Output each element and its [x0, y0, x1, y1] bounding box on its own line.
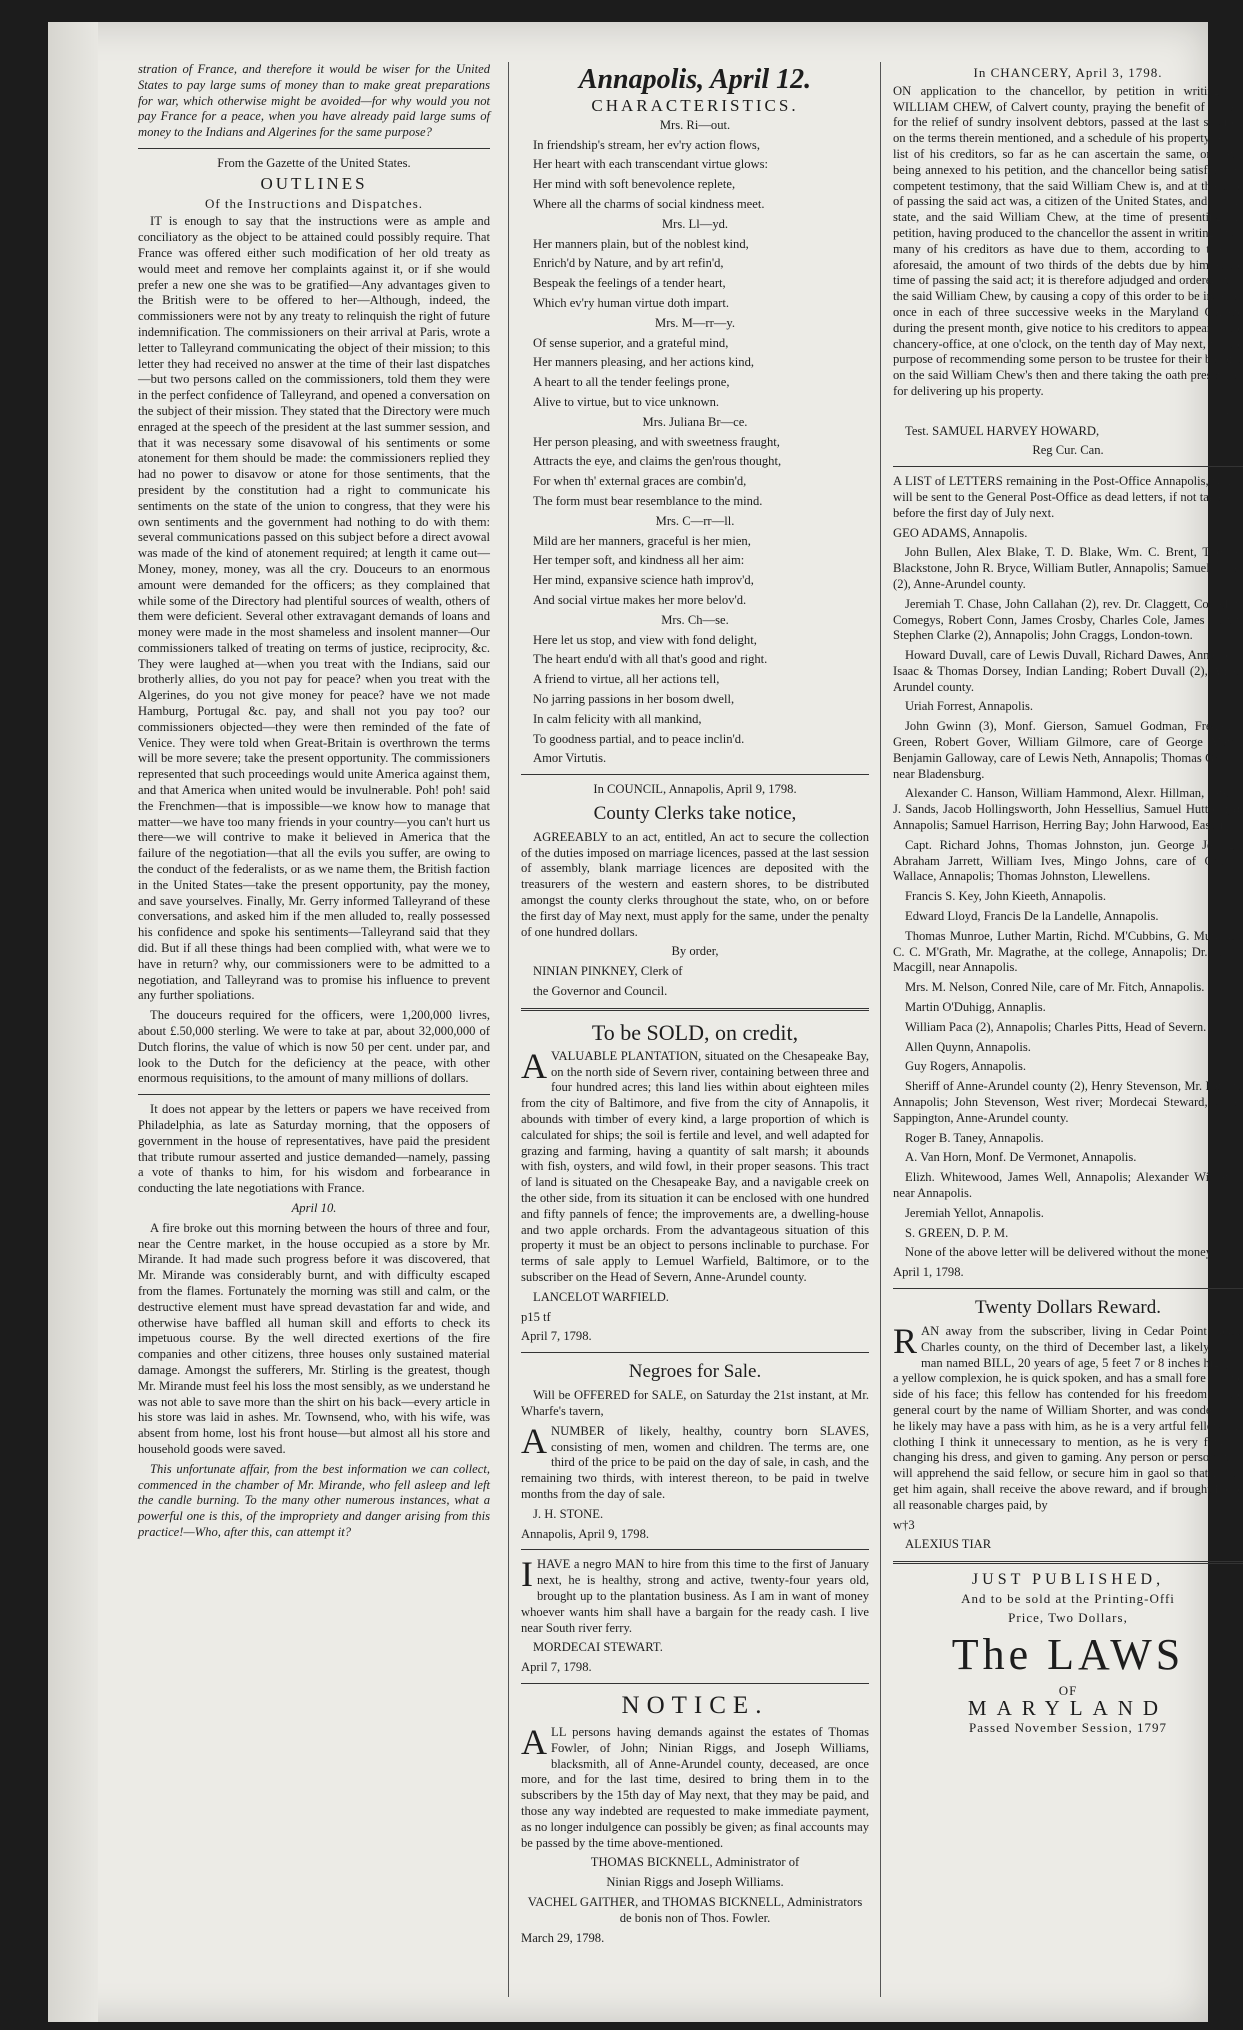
sold-body	[521, 1045, 869, 1286]
intro-paragraph: stration of France, and therefore it would be wiser for the United States to pay large sums of money than to make great preparations for war, which otherwise might be avoided—for why would you not pay France for a peace, when you have already paid large sums of money to the Indians and Algerines for the same purpose?	[138, 62, 490, 140]
letter-entry: Jeremiah T. Chase, John Callahan (2), rev. Dr. Claggett, Cornelius Comegys, Robert Conn, James Crosby, Charles Cole, James Carter, Stephen Clarke (2), Annapolis; John Craggs, London-town.	[893, 596, 1243, 643]
letters-date: April 1, 1798.	[893, 1265, 964, 1280]
price-line: Price, Two Dollars,	[1008, 1609, 1128, 1625]
poem-signature: Amor Virtutis.	[533, 751, 607, 766]
newspaper-page	[48, 22, 1243, 2022]
source-line: From the Gazette of the United States.	[217, 155, 411, 170]
negroes-body-text: NUMBER of likely, healthy, country born SLAVES, consisting of men, women and children. The terms are, one third of the price to be paid on the day of sale, in cash, and the remaining two thirds, with interest thereon, to be paid in twelve months from the day of sale.	[521, 1423, 869, 1501]
poem-line: Her temper soft, and kindness all her aim:	[533, 553, 745, 568]
divider	[138, 148, 490, 149]
sold-at-printing-office: And to be sold at the Printing-Offi	[961, 1590, 1175, 1606]
fire-report-2: This unfortunate affair, from the best information we can collect, commenced in the chamber of Mr. Mirande, who fell asleep and left the candle burning. To the many other numerous instances, what a powerful one is this, of the impropriety and danger arising from this practice!—Who, after this, can attempt it?	[138, 1461, 490, 1539]
passed-session: Passed November Session, 1797	[969, 1720, 1167, 1736]
divider	[893, 466, 1243, 467]
poem-line: Enrich'd by Nature, and by art refin'd,	[533, 256, 724, 271]
letter-entry: John Gwinn (3), Monf. Gierson, Samuel Godman, Frederick Green, Robert Gover, William Gilmore, care of George Mann, Benjamin Galloway, care of Lewis Neth, Annapolis; Thomas Griffin, near Bladensburg.	[893, 719, 1243, 781]
poem-line: A friend to virtue, all her actions tell,	[533, 672, 720, 687]
divider	[521, 1352, 869, 1353]
notice-date: March 29, 1798.	[521, 1930, 605, 1945]
reward-body	[893, 1320, 1243, 1514]
poem-line: Here let us stop, and view with fond delight,	[533, 632, 757, 647]
outlines-body-2: The douceurs required for the officers, were 1,200,000 livres, about £.50,000 sterling. We were to take at par, about 32,000,000 of Dutch florins, the value of which is now 50 per cent. under par, and look to the Dutch for the deficiency at the peace, with other enormous requisitions, to the amount of many millions of dollars.	[138, 1008, 490, 1086]
column-rule-left	[508, 62, 509, 1997]
divider	[138, 1094, 490, 1095]
sold-heading: To be SOLD, on credit,	[591, 1019, 799, 1045]
reward-code: w†3	[893, 1517, 915, 1532]
letter-entry: Edward Lloyd, Francis De la Landelle, Annapolis.	[905, 909, 1159, 924]
poem-line: Her mind with soft benevolence replete,	[533, 177, 736, 192]
poem-name: Mrs. Ll—yd.	[661, 216, 729, 231]
letter-entry: Guy Rogers, Annapolis.	[905, 1059, 1027, 1074]
council-dateline: In COUNCIL, Annapolis, April 9, 1798.	[593, 782, 797, 797]
page-fold-shadow	[48, 22, 98, 2022]
council-signature: NINIAN PINKNEY, Clerk of	[533, 964, 683, 979]
letter-entry: Elizh. Whitewood, James Well, Annapolis; Alexander Williams, near Annapolis.	[893, 1170, 1243, 1200]
poem-line: Her manners pleasing, and her actions kind,	[533, 355, 755, 370]
laws-title: The LAWS	[951, 1629, 1185, 1679]
drop-cap-a: A	[521, 1420, 547, 1461]
letter-entry: Jeremiah Yellot, Annapolis.	[905, 1205, 1044, 1220]
divider	[893, 1561, 1243, 1564]
poem-line: Where all the charms of social kindness meet.	[533, 196, 765, 211]
outlines-heading: OUTLINES	[260, 173, 368, 193]
sold-signature: LANCELOT WARFIELD.	[533, 1289, 669, 1304]
hire-signature: MORDECAI STEWART.	[533, 1640, 663, 1655]
maryland-title: MARYLAND	[967, 1696, 1169, 1721]
poem-line: The heart endu'd with all that's good and right.	[533, 652, 768, 667]
poem-line: Of sense superior, and a grateful mind,	[533, 335, 729, 350]
hire-date: April 7, 1798.	[521, 1660, 592, 1675]
sold-code: p15 tf	[521, 1309, 551, 1324]
sold-body-text: VALUABLE PLANTATION, situated on the Chesapeake Bay, on the north side of Severn river, containing between three and four hundred acres; this land lies within about eighteen miles from the city of Baltimore, and five from the city of Annapolis, it abounds with timber of every kind, a large proportion of which is calculated for ships; the soil is fertile and level, and well adapted for grazing and farming, having a quantity of salt marsh; it abounds with fish, oysters, and wild fowl, in their proper seasons. This tract of land is situated on the Chesapeake Bay, and a navigable creek on the other side, from its situation it can be enclosed with one hundred and fifty pannels of fence; the improvements are, a dwelling-house and two apple orchards. From the advantageous situation of this property it must be an object to persons inclinable to purchase. For terms of sale apply to Lemuel Warfield, Baltimore, or to the subscriber on the Head of Severn, Anne-Arundel county.	[521, 1048, 869, 1285]
letters-intro: A LIST of LETTERS remaining in the Post-Office Annapolis, which will be sent to the General Post-Office as dead letters, if not taken up before the first day of July next.	[893, 474, 1243, 520]
just-published: JUST PUBLISHED,	[971, 1571, 1165, 1589]
notice-heading: NOTICE.	[621, 1691, 769, 1719]
poem-name: Mrs. Juliana Br—ce.	[642, 414, 748, 429]
divider	[521, 1683, 869, 1684]
letters-signature: S. GREEN, D. P. M.	[905, 1225, 1009, 1240]
letters-note: None of the above letter will be delivered without the money.	[905, 1245, 1215, 1260]
poem-line: For when th' external graces are combin'd,	[533, 474, 747, 489]
divider	[521, 1008, 869, 1011]
poem-section	[521, 118, 869, 767]
letter-entry: Francis S. Key, John Kieeth, Annapolis.	[905, 889, 1107, 904]
letter-entry: Roger B. Taney, Annapolis.	[905, 1130, 1044, 1145]
divider	[893, 1288, 1243, 1289]
chancery-body: ON application to the chancellor, by petition in writing, of WILLIAM CHEW, of Calvert county, praying the benefit of the act for the relief of sundry insolvent debtors, passed at the last session, on the terms therein mentioned, and a schedule of his property, and a list of his creditors, so far as he can ascertain the same, on oath, being annexed to his petition, and the chancellor being satisfied, by competent testimony, that the said William Chew is, and at the time of passing the said act was, a citizen of the United States, and of this state, and the said William Chew, at the time of presenting his petition, having produced to the chancellor the assent in writing of so many of his creditors as have due to them, according to the list aforesaid, the amount of two thirds of the debts due by him at the time of passing the said act; it is therefore adjudged and ordered, that the said William Chew, by causing a copy of this order to be inserted once in each of three successive weeks in the Maryland Gazette during the present month, give notice to his creditors to appear in the chancery-office, at one o'clock, on the tenth day of May next, for the purpose of recommending some person to be trustee for their benefit, on the said William Chew's then and there taking the oath prescribed for delivering up his property.	[893, 83, 1243, 398]
poem-line: Her heart with each transcendant virtue glows:	[533, 157, 768, 172]
negroes-heading: Negroes for Sale.	[628, 1361, 762, 1383]
dateline-april-10: April 10.	[291, 1200, 337, 1215]
notice-signature-2: Ninian Riggs and Joseph Williams.	[606, 1875, 784, 1890]
letter-entry: A. Van Horn, Monf. De Vermonet, Annapolis.	[905, 1150, 1137, 1165]
drop-cap-r: R	[893, 1320, 918, 1361]
drop-cap-a: A	[521, 1721, 547, 1762]
notice-body	[521, 1721, 869, 1851]
poem-line: And social virtue makes her more belov'd.	[533, 592, 747, 607]
notice-body-text: LL persons having demands against the estates of Thomas Fowler, of John; Ninian Riggs, and Joseph Williams, blacksmith, all of Anne-Arundel county, deceased, are once more, and for the last time, desired to bring them in to the subscribers by the 15th day of May next, that they may be paid, and those any way indebted are requested to make immediate payment, as no longer indulgence can possibly be given; as final accounts may be passed by the time above-mentioned.	[521, 1724, 869, 1850]
poem-line: Bespeak the feelings of a tender heart,	[533, 276, 726, 291]
reward-signature: ALEXIUS TIAR	[905, 1537, 992, 1552]
poem-line: Which ev'ry human virtue doth impart.	[533, 295, 730, 310]
notice-signature-1: THOMAS BICKNELL, Administrator of	[590, 1855, 800, 1870]
sold-date: April 7, 1798.	[521, 1329, 592, 1344]
council-heading: County Clerks take notice,	[593, 802, 797, 824]
letter-entry: John Bullen, Alex Blake, T. D. Blake, Wm. C. Brent, Thomas Blackstone, John R. Bryce, William Butler, Annapolis; Samuel Butey (2), Anne-Arundel county.	[893, 545, 1243, 591]
outlines-body-1: IT is enough to say that the instructions were as ample and conciliatory as the object to be attained could possibly require. That France was offered either such modification of her old treaty as would meet and remove her complaints against it, or if she would prefer a new one she was to be gratified—Any advantages given to the British were to be offered to her—Although, indeed, the commissioners were not by any treaty to relinquish the right of future indemnification. The commissioners on their arrival at Paris, wrote a letter to Talleyrand communicating the object of their mission; to this letter they had received no answer at the time of their last dispatches—but two persons called on the commissioners, told them they were in the perfect confidence of Talleyrand, and opened a conversation on the subject of their mission. They stated that the Directory were much enraged at the speech of the president at the last summer session, and that it was necessary some disavowal of his sentiments or some atonement for them should be made: the commissioners replied they had no power to disavow or atone for those sentiments, that the president by the constitution had a right to communicate his sentiments on the state of the union to congress, that they were his own sentiments and the government had nothing to do with them: several communications passed on this subject before a direct avowal was made of the kind of atonement required; at length it came out—Money, money, money, was all the cry. Douceurs to an enormous amount were demanded for the officers; as they complained that while some of the Directory had plentiful sources of wealth, others of them were deficient. Several other extravagant demands of loans and money were made in the most shameless and insolent manner—Our commissioners talked of treating on terms of justice, reciprocity, &c. They were laughed at—when you treat with the Indians, said our brotherly allies, do you not pay for peace? when you treat with the Algerines, do you not give money for peace? have we not made Hamburg, Portugal &c. pay, and shall not you pay too? our commissioners objected—they were then reminded of the fate of Venice. They were told when Great-Britain is overthrown the terms will be more severe; take the present opportunity. The commissioners represented that such proceedings would unite America against them, and that America when united would be invulnerable. Poh! poh! said the Frenchmen—that is impossible—we know how to manage that matter—we have too many friends in your country—you can't hurt us there—we will contrive to make it believed in America that the failure of the negotiation—that all the evils you suffer, are owing to the conduct of the federalists, or as we name them, the British faction in the United States—take the present opportunity, pay the money, and save yourselves. Finally, Mr. Gerry informed Talleyrand of these conversations, and asked him if the men alluded to, really possessed his confidence and spoke his sentiments—Talleyrand said that they did. But if all these things had been complied with, what were we to have in return? why, our commissioners were to be admitted to a negotiation, and Talleyrand was to promise his influence to prevent any further spoliations.	[138, 214, 490, 1003]
poem-line: In friendship's stream, her ev'ry action flows,	[533, 137, 760, 152]
poem-line: A heart to all the tender feelings prone,	[533, 375, 730, 390]
reward-heading: Twenty Dollars Reward.	[975, 1296, 1161, 1318]
negroes-date: Annapolis, April 9, 1798.	[521, 1526, 650, 1541]
divider	[521, 1549, 869, 1550]
drop-cap-a: A	[521, 1045, 547, 1086]
chancery-heading: In CHANCERY, April 3, 1798.	[973, 65, 1163, 80]
poem-line: Alive to virtue, but to vice unknown.	[533, 394, 720, 409]
column-left	[138, 62, 490, 1545]
poem-line: No jarring passions in her bosom dwell,	[533, 691, 735, 706]
letter-entry: Howard Duvall, care of Lewis Duvall, Richard Dawes, Annapolis; Isaac & Thomas Dorsey, Indian Landing; Robert Duvall (2), Anne-Arundel county.	[893, 648, 1243, 694]
chancery-signature-title: Reg Cur. Can.	[1032, 443, 1104, 458]
council-body: AGREEABLY to an act, entitled, An act to secure the collection of the duties imposed on marriage licences, passed at the last session of assembly, blank marriage licences are deposited with the treasurers of the western and eastern shores, to be distributed amongst the county clerks throughout the state, who, on or before the first day of May next, must apply for the same, under the penalty of one hundred dollars.	[521, 829, 869, 939]
negroes-intro: Will be OFFERED for SALE, on Saturday the 21st instant, at Mr. Wharfe's tavern,	[521, 1388, 869, 1418]
poem-line: To goodness partial, and to peace inclin'd.	[533, 731, 745, 746]
poem-line: Her person pleasing, and with sweetness fraught,	[533, 434, 780, 449]
divider	[521, 774, 869, 775]
letter-entry: Allen Quynn, Annapolis.	[905, 1039, 1031, 1054]
masthead-dateline: Annapolis, April 12.	[578, 64, 812, 95]
letter-entry: Alexander C. Hanson, William Hammond, Alexr. Hillman, care of J. Sands, Jacob Hollingsworth, John Hessellius, Samuel Hutton (3), Annapolis; Samuel Harrison, Herring Bay; John Harwood, Easton.	[893, 786, 1243, 833]
poem-line: The form must bear resemblance to the mind.	[533, 493, 763, 508]
chancery-signature: Test. SAMUEL HARVEY HOWARD,	[905, 423, 1100, 438]
chancery-code: w 3	[1224, 403, 1243, 418]
letter-entry: Capt. Richard Johns, Thomas Johnston, jun. George Jenings, Abraham Jarrett, William Ives, Mingo Johns, care of Charles Wallace, Annapolis; Thomas Johnston, Llewellens.	[893, 837, 1243, 884]
letter-entry: Sheriff of Anne-Arundel county (2), Henry Stevenson, Mr. Parrott, Annapolis; John Stevenson, West river; Mordecai Steward, Caleb Sappington, Anne-Arundel county.	[893, 1079, 1243, 1125]
hire-body	[521, 1554, 869, 1636]
poem-name: Mrs. M—rr—y.	[655, 315, 735, 330]
notice-signature-3: VACHEL GAITHER, and THOMAS BICKNELL, Administrators de bonis non of Thos. Fowler.	[527, 1894, 863, 1925]
poem-name: Mrs. Ri—out.	[659, 117, 731, 132]
column-rule-right	[880, 62, 881, 1997]
fire-report: A fire broke out this morning between the hours of three and four, near the Centre market, in the house occupied as a store by Mr. Mirande. It had made such progress before it was discovered, that Mr. Mirande was considerably burnt, and with difficulty escaped from the flames. Fortunately the morning was still and calm, or the destructive element must have spread devastation far and wide, and otherwise have baffled all human skill and efforts to check its impetuous course. By the well directed exertions of the fire companies and other citizens, three houses only sustained material damage. Amongst the sufferers, Mr. Stirling is the greatest, though Mr. Mirande must feel his loss the most sensibly, as we understand he was not able to save more than the shirt on his back—every article in his store was laid in ashes. Mr. Townsend, who, with his wife, was absent from home, lost his front house—but almost all his store and household goods were saved.	[138, 1220, 490, 1456]
poem-name: Mrs. Ch—se.	[661, 612, 729, 627]
letter-entry: Martin O'Duhigg, Annaplis.	[905, 1000, 1046, 1015]
council-signature-title: the Governor and Council.	[533, 984, 668, 999]
of-line: OF	[1058, 1682, 1078, 1698]
letter-entry: William Paca (2), Annapolis; Charles Pitts, Head of Severn.	[905, 1019, 1207, 1034]
column-middle	[521, 62, 869, 1950]
letter-entry: Mrs. M. Nelson, Conred Nile, care of Mr. Fitch, Annapolis.	[905, 980, 1205, 995]
outlines-subheading: Of the Instructions and Dispatches.	[204, 195, 424, 211]
poem-line: Her manners plain, but of the noblest kind,	[533, 236, 749, 251]
characteristics-heading: CHARACTERISTICS.	[591, 96, 799, 115]
reward-body-text: AN away from the subscriber, living in Cedar Point Neck, Charles county, on the third of December last, a likely negro man named BILL, 20 years of age, 5 feet 7 or 8 inches high, of a yellow complexion, he is quick spoken, and has a small fore on one side of his face; this fellow has contended for his freedom in the general court by the name of William Shorter, and was condemned; he likely may have a pass with him, as he is a very artful fellow, his clothing I think it unnecessary to mention, as he is very fond of changing his dress, and given to gaming. Any person or persons that will apprehend the said fellow, or secure him in gaol so that I may get him again, shall receive the above reward, and if brought home all reasonable charges paid, by	[893, 1323, 1243, 1512]
hire-body-text: HAVE a negro MAN to hire from this time to the first of January next, he is healthy, strong and active, twenty-four years old, brought up to the plantation business. As I am in want of money whoever wants him shall have a bargain for the ready cash. I live near South river ferry.	[521, 1557, 869, 1635]
poem-line: Attracts the eye, and claims the gen'rous thought,	[533, 454, 782, 469]
column-right	[893, 62, 1243, 1739]
negroes-body	[521, 1420, 869, 1503]
negroes-signature: J. H. STONE.	[533, 1506, 604, 1521]
letter-entry: GEO ADAMS, Annapolis.	[893, 525, 1028, 540]
poem-line: In calm felicity with all mankind,	[533, 711, 702, 726]
poem-name: Mrs. C—rr—ll.	[655, 513, 735, 528]
letter-entry: Thomas Munroe, Luther Martin, Richd. M'Cubbins, G. Murdoch, C. C. M'Grath, Mr. Magrathe, at the college, Annapolis; Dr. James Macgill, near Annapolis.	[893, 928, 1243, 975]
letter-entry: Uriah Forrest, Annapolis.	[905, 699, 1034, 714]
philadelphia-paragraph: It does not appear by the letters or papers we have received from Philadelphia, as late as Saturday morning, that the opposers of government in the house of representatives, have paid the president that tribute rumour asserted and justice demanded—namely, passing a vote of thanks to him, for his wisdom and forbearance in conducting the late negotiations with France.	[138, 1102, 490, 1196]
poem-line: Mild are her manners, graceful is her mien,	[533, 533, 751, 548]
poem-line: Her mind, expansive science hath improv'd,	[533, 573, 754, 588]
council-order: By order,	[671, 944, 719, 959]
drop-cap-i: I	[521, 1554, 533, 1595]
